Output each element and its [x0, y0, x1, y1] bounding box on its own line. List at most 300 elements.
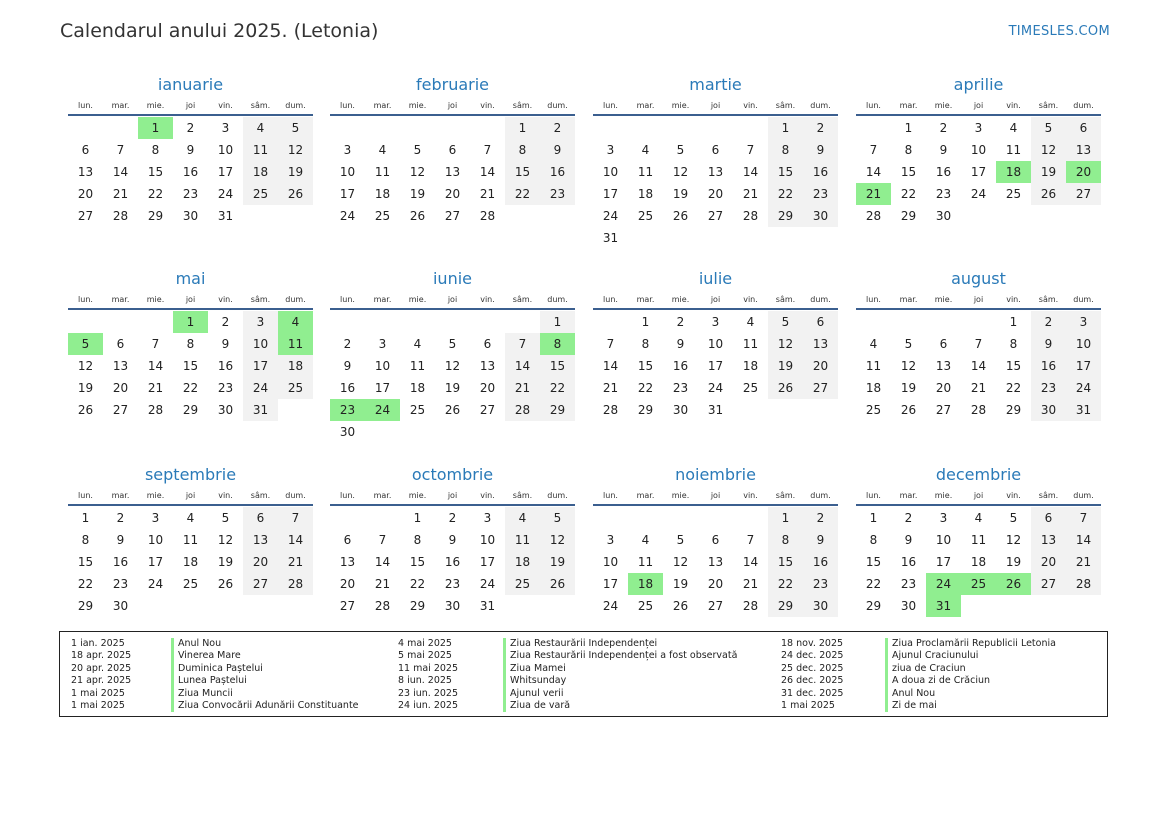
- month-februarie: [330, 74, 575, 227]
- day-cell: 17: [602, 187, 619, 201]
- weekday-label: sâm.: [1038, 101, 1059, 110]
- day-cell: 12: [900, 359, 917, 373]
- holiday-date: 18 apr. 2025: [71, 650, 132, 662]
- holiday-legend: [59, 631, 1108, 717]
- day-cell: 8: [768, 139, 803, 161]
- day-cell: 16: [112, 555, 129, 569]
- empty-cell: [330, 311, 365, 333]
- weekday-label: joi: [973, 491, 984, 500]
- holiday-marker: [171, 650, 174, 662]
- weekday-label: vin.: [480, 101, 495, 110]
- weekday-label: sâm.: [1038, 295, 1059, 304]
- day-cell: 10: [602, 555, 619, 569]
- day-cell: 8: [505, 139, 540, 161]
- day-cell: 2: [186, 121, 195, 135]
- day-cell: 25: [865, 403, 882, 417]
- weekday-label: vin.: [743, 491, 758, 500]
- holiday-date: 26 dec. 2025: [781, 675, 844, 687]
- holiday-date: 21 apr. 2025: [71, 675, 132, 687]
- weekday-label: vin.: [743, 295, 758, 304]
- holiday-date: 1 mai 2025: [71, 687, 125, 699]
- day-cell: 25: [278, 377, 313, 399]
- day-cell: 10: [1066, 333, 1101, 355]
- day-cell: 9: [186, 143, 195, 157]
- day-cell: 22: [637, 381, 654, 395]
- weekday-label: mar.: [899, 295, 918, 304]
- day-cell: 8: [413, 533, 422, 547]
- day-cell: 9: [343, 359, 352, 373]
- day-cell: 9: [803, 529, 838, 551]
- day-cell: 14: [865, 165, 882, 179]
- day-cell: 24: [479, 577, 496, 591]
- day-cell: 23: [935, 187, 952, 201]
- weekday-header: [330, 488, 575, 506]
- weekday-label: joi: [185, 295, 196, 304]
- day-cell: 12: [672, 165, 689, 179]
- day-cell: 6: [448, 143, 457, 157]
- day-cell: 25: [374, 209, 391, 223]
- day-cell: 24: [970, 187, 987, 201]
- empty-cell: [103, 117, 138, 139]
- holiday-name: Ziua de vară: [510, 699, 571, 711]
- holiday-day: 31: [926, 595, 961, 617]
- empty-cell: [138, 311, 173, 333]
- day-cell: 16: [803, 161, 838, 183]
- weekday-label: mar.: [111, 295, 130, 304]
- empty-cell: [663, 507, 698, 529]
- day-cell: 15: [505, 161, 540, 183]
- holiday-marker: [885, 675, 888, 687]
- day-cell: 6: [483, 337, 492, 351]
- empty-cell: [856, 311, 891, 333]
- day-cell: 1: [768, 507, 803, 529]
- weekday-header: [856, 488, 1101, 506]
- day-cell: 25: [243, 183, 278, 205]
- day-cell: 22: [182, 381, 199, 395]
- weekday-label: dum.: [810, 491, 831, 500]
- day-cell: 22: [900, 187, 917, 201]
- weekday-label: lun.: [866, 295, 881, 304]
- legend-row: [71, 675, 359, 687]
- day-cell: 24: [339, 209, 356, 223]
- day-cell: 19: [540, 551, 575, 573]
- day-cell: 24: [147, 577, 164, 591]
- day-grid: [856, 117, 1101, 227]
- weekday-label: mie.: [671, 295, 690, 304]
- day-cell: 30: [339, 425, 356, 439]
- day-cell: 18: [505, 551, 540, 573]
- day-cell: 27: [707, 599, 724, 613]
- month-title: mai: [175, 269, 206, 288]
- weekday-label: joi: [710, 295, 721, 304]
- weekday-label: lun.: [340, 101, 355, 110]
- empty-cell: [926, 311, 961, 333]
- weekday-header: [856, 98, 1101, 116]
- day-cell: 17: [602, 577, 619, 591]
- day-cell: 20: [444, 187, 461, 201]
- day-cell: 6: [343, 533, 352, 547]
- day-cell: 14: [374, 555, 391, 569]
- day-cell: 18: [243, 161, 278, 183]
- day-cell: 26: [768, 377, 803, 399]
- holiday-name: Ziua Convocării Adunării Constituante: [178, 699, 359, 711]
- day-cell: 7: [1066, 507, 1101, 529]
- month-aprilie: [856, 74, 1101, 227]
- month-title: noiembrie: [675, 465, 756, 484]
- day-cell: 4: [186, 511, 195, 525]
- day-cell: 27: [339, 599, 356, 613]
- day-cell: 15: [865, 555, 882, 569]
- holiday-marker: [503, 638, 506, 650]
- day-cell: 11: [970, 533, 987, 547]
- day-cell: 15: [182, 359, 199, 373]
- day-cell: 9: [939, 143, 948, 157]
- day-cell: 7: [151, 337, 160, 351]
- holiday-date: 1 ian. 2025: [71, 638, 125, 649]
- weekday-label: vin.: [743, 101, 758, 110]
- legend-column-2: [398, 638, 737, 712]
- holiday-marker: [885, 638, 888, 650]
- legend-row: [71, 688, 359, 700]
- weekday-label: lun.: [603, 295, 618, 304]
- day-cell: 22: [768, 573, 803, 595]
- holiday-name: Duminica Paștelui: [178, 662, 263, 674]
- day-cell: 31: [479, 599, 496, 613]
- day-cell: 2: [448, 511, 457, 525]
- day-cell: 31: [602, 231, 619, 245]
- month-octombrie: [330, 464, 575, 617]
- weekday-label: vin.: [218, 101, 233, 110]
- day-cell: 26: [900, 403, 917, 417]
- day-cell: 13: [935, 359, 952, 373]
- day-cell: 4: [641, 143, 650, 157]
- weekday-label: mar.: [111, 491, 130, 500]
- day-cell: 20: [479, 381, 496, 395]
- day-cell: 27: [707, 209, 724, 223]
- day-cell: 2: [939, 121, 948, 135]
- day-cell: 31: [1066, 399, 1101, 421]
- weekday-label: mie.: [934, 491, 953, 500]
- day-cell: 28: [1066, 573, 1101, 595]
- day-cell: 17: [970, 165, 987, 179]
- day-cell: 3: [939, 511, 948, 525]
- day-cell: 16: [540, 161, 575, 183]
- holiday-day: 1: [173, 311, 208, 333]
- weekday-label: dum.: [547, 491, 568, 500]
- day-cell: 9: [803, 139, 838, 161]
- holiday-day: 24: [926, 573, 961, 595]
- month-title: februarie: [415, 75, 490, 94]
- day-cell: 14: [112, 165, 129, 179]
- holiday-marker: [503, 663, 506, 675]
- empty-cell: [856, 117, 891, 139]
- day-cell: 10: [602, 165, 619, 179]
- day-cell: 19: [768, 355, 803, 377]
- holiday-marker: [503, 675, 506, 687]
- weekday-label: lun.: [603, 491, 618, 500]
- day-cell: 31: [217, 209, 234, 223]
- weekday-label: joi: [185, 491, 196, 500]
- day-cell: 1: [413, 511, 422, 525]
- day-cell: 20: [935, 381, 952, 395]
- empty-cell: [400, 311, 435, 333]
- holiday-marker: [885, 688, 888, 700]
- weekday-label: joi: [447, 295, 458, 304]
- day-cell: 15: [768, 161, 803, 183]
- holiday-name: Ziua Restaurării Independenței: [510, 638, 658, 649]
- weekday-label: mie.: [146, 295, 165, 304]
- holiday-name: Ziua Muncii: [178, 687, 233, 699]
- legend-row: [398, 700, 737, 712]
- month-title: martie: [689, 75, 742, 94]
- day-cell: 9: [1031, 333, 1066, 355]
- day-cell: 9: [448, 533, 457, 547]
- empty-cell: [698, 117, 733, 139]
- legend-column-3: [781, 638, 1056, 712]
- day-cell: 3: [243, 311, 278, 333]
- day-cell: 15: [540, 355, 575, 377]
- empty-cell: [593, 507, 628, 529]
- day-cell: 21: [479, 187, 496, 201]
- weekday-label: mar.: [111, 101, 130, 110]
- holiday-name: Ziua Restaurării Independenței a fost observată: [510, 650, 738, 662]
- month-title: octombrie: [411, 465, 494, 484]
- day-cell: 2: [904, 511, 913, 525]
- weekday-label: dum.: [285, 101, 306, 110]
- day-cell: 12: [540, 529, 575, 551]
- day-cell: 5: [676, 143, 685, 157]
- day-cell: 18: [970, 555, 987, 569]
- empty-cell: [365, 311, 400, 333]
- day-cell: 7: [278, 507, 313, 529]
- day-cell: 2: [540, 117, 575, 139]
- weekday-label: sâm.: [1038, 491, 1059, 500]
- day-cell: 18: [742, 359, 759, 373]
- day-cell: 29: [77, 599, 94, 613]
- empty-cell: [330, 507, 365, 529]
- day-cell: 18: [865, 381, 882, 395]
- day-cell: 20: [77, 187, 94, 201]
- holiday-name: ziua de Craciun: [892, 662, 966, 674]
- day-cell: 30: [672, 403, 689, 417]
- day-cell: 19: [1005, 555, 1022, 569]
- day-cell: 23: [900, 577, 917, 591]
- empty-cell: [961, 311, 996, 333]
- holiday-marker: [885, 700, 888, 712]
- day-grid: [68, 117, 313, 227]
- day-cell: 26: [540, 573, 575, 595]
- day-cell: 27: [112, 403, 129, 417]
- holiday-date: 31 dec. 2025: [781, 687, 844, 699]
- day-cell: 29: [900, 209, 917, 223]
- day-cell: 25: [1005, 187, 1022, 201]
- day-cell: 2: [116, 511, 125, 525]
- day-cell: 28: [970, 403, 987, 417]
- day-cell: 8: [641, 337, 650, 351]
- day-cell: 5: [221, 511, 230, 525]
- day-cell: 22: [1005, 381, 1022, 395]
- holiday-day: 18: [628, 573, 663, 595]
- month-title: decembrie: [935, 465, 1022, 484]
- day-cell: 8: [186, 337, 195, 351]
- day-cell: 7: [869, 143, 878, 157]
- day-cell: 21: [374, 577, 391, 591]
- legend-column-1: [71, 638, 359, 712]
- day-cell: 20: [243, 551, 278, 573]
- weekday-label: vin.: [480, 295, 495, 304]
- day-cell: 24: [707, 381, 724, 395]
- day-cell: 20: [803, 355, 838, 377]
- day-cell: 20: [707, 577, 724, 591]
- weekday-label: mar.: [636, 101, 655, 110]
- weekday-label: mar.: [373, 101, 392, 110]
- legend-row: [781, 688, 1056, 700]
- day-cell: 23: [803, 573, 838, 595]
- day-cell: 27: [935, 403, 952, 417]
- month-iunie: [330, 268, 575, 443]
- weekday-label: sâm.: [512, 295, 533, 304]
- day-cell: 25: [505, 573, 540, 595]
- day-cell: 16: [803, 551, 838, 573]
- weekday-header: [68, 488, 313, 506]
- day-cell: 7: [505, 333, 540, 355]
- day-cell: 5: [413, 143, 422, 157]
- weekday-header: [330, 292, 575, 310]
- day-cell: 17: [217, 165, 234, 179]
- holiday-date: 1 mai 2025: [781, 699, 835, 711]
- day-cell: 12: [409, 165, 426, 179]
- holiday-name: Ziua Mamei: [510, 662, 566, 674]
- holiday-name: Ajunul Craciunului: [892, 650, 979, 662]
- day-cell: 6: [116, 337, 125, 351]
- holiday-day: 20: [1066, 161, 1101, 183]
- day-cell: 3: [606, 533, 615, 547]
- day-grid: [593, 507, 838, 617]
- day-cell: 20: [339, 577, 356, 591]
- empty-cell: [365, 117, 400, 139]
- empty-cell: [663, 117, 698, 139]
- day-cell: 11: [637, 555, 654, 569]
- month-noiembrie: [593, 464, 838, 617]
- day-cell: 28: [865, 209, 882, 223]
- empty-cell: [470, 311, 505, 333]
- day-cell: 14: [742, 165, 759, 179]
- day-cell: 15: [900, 165, 917, 179]
- holiday-name: Vinerea Mare: [178, 650, 241, 662]
- day-cell: 5: [540, 507, 575, 529]
- empty-cell: [103, 311, 138, 333]
- day-cell: 6: [1066, 117, 1101, 139]
- day-cell: 9: [676, 337, 685, 351]
- holiday-day: 1: [138, 117, 173, 139]
- day-cell: 16: [444, 555, 461, 569]
- day-cell: 29: [147, 209, 164, 223]
- day-cell: 30: [112, 599, 129, 613]
- day-cell: 14: [970, 359, 987, 373]
- day-grid: [593, 311, 838, 421]
- day-cell: 9: [904, 533, 913, 547]
- empty-cell: [628, 117, 663, 139]
- holiday-marker: [885, 650, 888, 662]
- day-cell: 11: [865, 359, 882, 373]
- site-link[interactable]: TIMESLES.COM: [1008, 24, 1110, 39]
- day-cell: 30: [182, 209, 199, 223]
- day-cell: 11: [742, 337, 759, 351]
- day-cell: 12: [217, 533, 234, 547]
- day-cell: 9: [116, 533, 125, 547]
- month-mai: [68, 268, 313, 421]
- day-cell: 28: [147, 403, 164, 417]
- day-cell: 14: [147, 359, 164, 373]
- day-cell: 6: [81, 143, 90, 157]
- day-cell: 14: [1066, 529, 1101, 551]
- day-cell: 13: [243, 529, 278, 551]
- day-cell: 27: [803, 377, 838, 399]
- holiday-date: 1 mai 2025: [71, 699, 125, 711]
- day-cell: 22: [540, 377, 575, 399]
- holiday-name: Anul Nou: [892, 687, 936, 699]
- day-cell: 28: [742, 209, 759, 223]
- day-cell: 13: [707, 165, 724, 179]
- day-cell: 5: [768, 311, 803, 333]
- day-cell: 26: [217, 577, 234, 591]
- legend-row: [71, 650, 359, 662]
- day-cell: 3: [378, 337, 387, 351]
- day-cell: 28: [479, 209, 496, 223]
- day-cell: 11: [1005, 143, 1022, 157]
- legend-row: [398, 675, 737, 687]
- day-cell: 14: [602, 359, 619, 373]
- month-title: septembrie: [144, 465, 237, 484]
- holiday-date: 5 mai 2025: [398, 650, 452, 662]
- day-cell: 15: [147, 165, 164, 179]
- day-cell: 10: [243, 333, 278, 355]
- day-cell: 22: [147, 187, 164, 201]
- day-cell: 27: [479, 403, 496, 417]
- day-cell: 6: [1031, 507, 1066, 529]
- weekday-label: vin.: [480, 491, 495, 500]
- legend-row: [781, 700, 1056, 712]
- day-cell: 27: [1066, 183, 1101, 205]
- day-cell: 26: [77, 403, 94, 417]
- weekday-label: dum.: [285, 295, 306, 304]
- day-cell: 6: [243, 507, 278, 529]
- weekday-label: sâm.: [775, 295, 796, 304]
- day-cell: 4: [505, 507, 540, 529]
- day-cell: 1: [904, 121, 913, 135]
- holiday-date: 23 iun. 2025: [398, 687, 459, 699]
- empty-cell: [698, 507, 733, 529]
- day-cell: 16: [217, 359, 234, 373]
- day-cell: 19: [409, 187, 426, 201]
- day-cell: 2: [803, 507, 838, 529]
- holiday-day: 18: [996, 161, 1031, 183]
- day-cell: 22: [505, 183, 540, 205]
- day-cell: 7: [606, 337, 615, 351]
- weekday-label: joi: [973, 101, 984, 110]
- day-cell: 23: [540, 183, 575, 205]
- day-cell: 11: [182, 533, 199, 547]
- day-cell: 22: [865, 577, 882, 591]
- day-cell: 31: [243, 399, 278, 421]
- weekday-label: mie.: [408, 491, 427, 500]
- month-septembrie: [68, 464, 313, 617]
- weekday-label: vin.: [218, 491, 233, 500]
- weekday-label: mie.: [934, 295, 953, 304]
- day-cell: 2: [803, 117, 838, 139]
- day-cell: 14: [278, 529, 313, 551]
- day-cell: 23: [672, 381, 689, 395]
